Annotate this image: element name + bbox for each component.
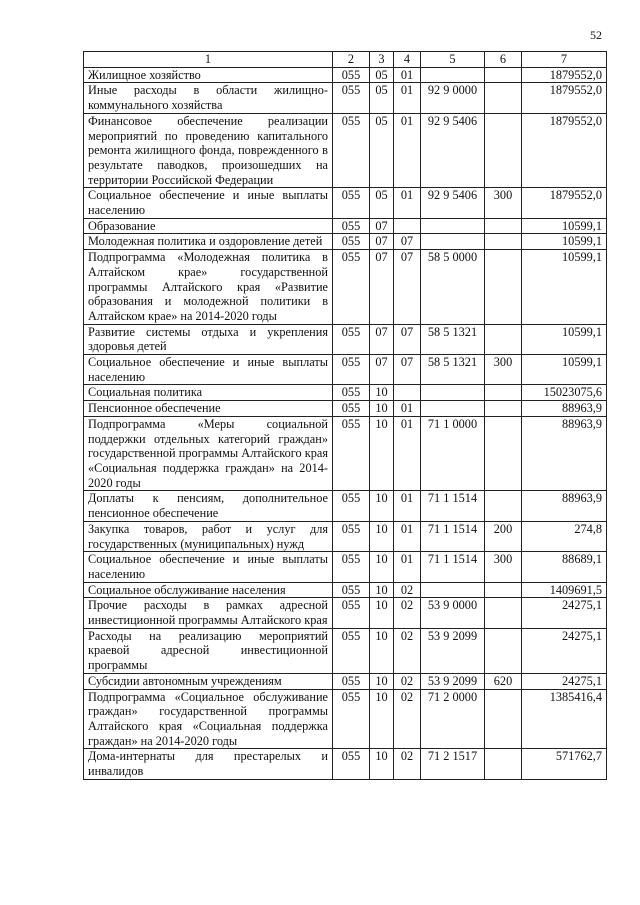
table-row [84,689,607,749]
row-name-cell: Пенсионное обеспечение [84,401,333,417]
section-cell: 10 [370,416,394,491]
amount-cell: 274,8 [522,521,607,551]
expense-type-cell [485,83,522,113]
section-cell: 05 [370,188,394,218]
row-name-cell: Социальное обеспечение и иные выплаты населению [84,552,333,582]
target-article-cell: 92 9 5406 [421,188,485,218]
row-name-cell: Подпрограмма «Социальное обслуживание граждан» государственной программы Алтайского края «Социальная поддержка граждан» на 2014-2020 годы [84,689,333,749]
header-cell: 1 [84,52,333,68]
row-name-cell: Закупка товаров, работ и услуг для государственных (муниципальных) нужд [84,521,333,551]
amount-cell: 1385416,4 [522,689,607,749]
admin-code-cell: 055 [333,401,370,417]
admin-code-cell: 055 [333,491,370,521]
subsection-cell: 02 [394,749,421,779]
table-row [84,521,607,551]
section-cell: 10 [370,689,394,749]
subsection-cell [394,385,421,401]
section-cell: 10 [370,628,394,673]
table-row [84,67,607,83]
section-cell: 07 [370,324,394,354]
subsection-cell: 01 [394,416,421,491]
subsection-cell: 02 [394,598,421,628]
admin-code-cell: 055 [333,749,370,779]
row-name-cell: Подпрограмма «Меры социальной поддержки отдельных категорий граждан» государственной программы Алтайского края «Социальная поддержка граждан» на 2014-2020 годы [84,416,333,491]
table-row [84,385,607,401]
row-name-cell: Субсидии автономным учреждениям [84,673,333,689]
section-cell: 07 [370,355,394,385]
row-name-cell: Социальное обслуживание населения [84,582,333,598]
table-row [84,113,607,188]
expense-type-cell: 300 [485,188,522,218]
amount-cell: 10599,1 [522,234,607,250]
admin-code-cell: 055 [333,83,370,113]
subsection-cell: 07 [394,250,421,325]
section-cell: 10 [370,673,394,689]
admin-code-cell: 055 [333,113,370,188]
row-name-cell: Иные расходы в области жилищно-коммунального хозяйства [84,83,333,113]
header-cell: 3 [370,52,394,68]
target-article-cell [421,401,485,417]
row-name-cell: Финансовое обеспечение реализации мероприятий по проведению капитального ремонта жилищного фонда, поврежденного в результате паводков, произошедших на территории Российской Федерации [84,113,333,188]
column-number-header [84,52,607,68]
section-cell: 05 [370,83,394,113]
section-cell: 05 [370,67,394,83]
section-cell: 10 [370,491,394,521]
subsection-cell: 02 [394,673,421,689]
section-cell: 10 [370,598,394,628]
admin-code-cell: 055 [333,250,370,325]
table-row [84,401,607,417]
amount-cell: 10599,1 [522,324,607,354]
section-cell: 07 [370,250,394,325]
expense-type-cell [485,689,522,749]
admin-code-cell: 055 [333,521,370,551]
target-article-cell: 71 1 0000 [421,416,485,491]
table-row [84,234,607,250]
table-row [84,598,607,628]
target-article-cell: 58 5 0000 [421,250,485,325]
admin-code-cell: 055 [333,673,370,689]
admin-code-cell: 055 [333,218,370,234]
section-cell: 05 [370,113,394,188]
amount-cell: 1879552,0 [522,67,607,83]
table-row [84,552,607,582]
expense-type-cell [485,218,522,234]
target-article-cell [421,218,485,234]
row-name-cell: Расходы на реализацию мероприятий краевой адресной инвестиционной программы [84,628,333,673]
section-cell: 10 [370,582,394,598]
row-name-cell: Прочие расходы в рамках адресной инвестиционной программы Алтайского края [84,598,333,628]
page-number: 52 [590,28,602,42]
section-cell: 10 [370,749,394,779]
target-article-cell: 71 2 1517 [421,749,485,779]
subsection-cell: 07 [394,355,421,385]
expense-type-cell [485,416,522,491]
admin-code-cell: 055 [333,385,370,401]
target-article-cell: 53 9 2099 [421,673,485,689]
amount-cell: 88963,9 [522,401,607,417]
amount-cell: 15023075,6 [522,385,607,401]
subsection-cell: 01 [394,401,421,417]
target-article-cell: 71 1 1514 [421,491,485,521]
subsection-cell: 01 [394,521,421,551]
target-article-cell: 92 9 5406 [421,113,485,188]
admin-code-cell: 055 [333,598,370,628]
subsection-cell: 02 [394,582,421,598]
subsection-cell: 01 [394,188,421,218]
subsection-cell: 02 [394,689,421,749]
row-name-cell: Жилищное хозяйство [84,67,333,83]
target-article-cell: 71 1 1514 [421,521,485,551]
expense-type-cell [485,628,522,673]
section-cell: 07 [370,234,394,250]
header-cell: 4 [394,52,421,68]
expense-type-cell [485,250,522,325]
expense-type-cell: 300 [485,355,522,385]
expense-type-cell [485,749,522,779]
target-article-cell [421,582,485,598]
header-cell: 6 [485,52,522,68]
target-article-cell [421,234,485,250]
amount-cell: 10599,1 [522,218,607,234]
amount-cell: 1879552,0 [522,188,607,218]
table-row [84,355,607,385]
subsection-cell: 07 [394,324,421,354]
admin-code-cell: 055 [333,355,370,385]
budget-table [83,51,607,780]
amount-cell: 24275,1 [522,628,607,673]
expense-type-cell [485,491,522,521]
header-cell: 5 [421,52,485,68]
subsection-cell: 01 [394,552,421,582]
row-name-cell: Молодежная политика и оздоровление детей [84,234,333,250]
expense-type-cell [485,385,522,401]
table-row [84,491,607,521]
row-name-cell: Подпрограмма «Молодежная политика в Алтайском крае» государственной программы Алтайского края «Развитие образования и молодежной политики в Алтайском крае» на 2014-2020 годы [84,250,333,325]
admin-code-cell: 055 [333,324,370,354]
target-article-cell: 53 9 2099 [421,628,485,673]
table-row [84,250,607,325]
section-cell: 10 [370,401,394,417]
subsection-cell: 02 [394,628,421,673]
expense-type-cell [485,324,522,354]
row-name-cell: Социальное обеспечение и иные выплаты населению [84,188,333,218]
amount-cell: 88963,9 [522,416,607,491]
amount-cell: 1879552,0 [522,83,607,113]
target-article-cell: 58 5 1321 [421,355,485,385]
target-article-cell: 58 5 1321 [421,324,485,354]
admin-code-cell: 055 [333,628,370,673]
admin-code-cell: 055 [333,552,370,582]
expense-type-cell [485,67,522,83]
table-row [84,673,607,689]
expense-type-cell: 200 [485,521,522,551]
subsection-cell: 01 [394,83,421,113]
amount-cell: 88963,9 [522,491,607,521]
table-row [84,628,607,673]
row-name-cell: Образование [84,218,333,234]
amount-cell: 24275,1 [522,598,607,628]
row-name-cell: Социальное обеспечение и иные выплаты населению [84,355,333,385]
admin-code-cell: 055 [333,416,370,491]
expense-type-cell [485,113,522,188]
amount-cell: 1879552,0 [522,113,607,188]
table-row [84,218,607,234]
table-row [84,582,607,598]
expense-type-cell [485,234,522,250]
table-row [84,324,607,354]
header-cell: 7 [522,52,607,68]
amount-cell: 10599,1 [522,355,607,385]
table-row [84,188,607,218]
row-name-cell: Доплаты к пенсиям, дополнительное пенсионное обеспечение [84,491,333,521]
subsection-cell: 01 [394,67,421,83]
section-cell: 10 [370,552,394,582]
amount-cell: 10599,1 [522,250,607,325]
admin-code-cell: 055 [333,67,370,83]
expense-type-cell: 300 [485,552,522,582]
subsection-cell: 01 [394,113,421,188]
table-row [84,749,607,779]
admin-code-cell: 055 [333,188,370,218]
expense-type-cell [485,582,522,598]
row-name-cell: Социальная политика [84,385,333,401]
target-article-cell: 71 1 1514 [421,552,485,582]
subsection-cell: 07 [394,234,421,250]
admin-code-cell: 055 [333,689,370,749]
target-article-cell: 53 9 0000 [421,598,485,628]
amount-cell: 571762,7 [522,749,607,779]
row-name-cell: Дома-интернаты для престарелых и инвалидов [84,749,333,779]
subsection-cell [394,218,421,234]
section-cell: 07 [370,218,394,234]
row-name-cell: Развитие системы отдыха и укрепления здоровья детей [84,324,333,354]
header-cell: 2 [333,52,370,68]
expense-type-cell [485,401,522,417]
table-row [84,83,607,113]
table-row [84,416,607,491]
subsection-cell: 01 [394,491,421,521]
target-article-cell: 71 2 0000 [421,689,485,749]
amount-cell: 1409691,5 [522,582,607,598]
expense-type-cell [485,598,522,628]
section-cell: 10 [370,521,394,551]
target-article-cell: 92 9 0000 [421,83,485,113]
section-cell: 10 [370,385,394,401]
expense-type-cell: 620 [485,673,522,689]
amount-cell: 88689,1 [522,552,607,582]
amount-cell: 24275,1 [522,673,607,689]
admin-code-cell: 055 [333,582,370,598]
admin-code-cell: 055 [333,234,370,250]
target-article-cell [421,385,485,401]
target-article-cell [421,67,485,83]
